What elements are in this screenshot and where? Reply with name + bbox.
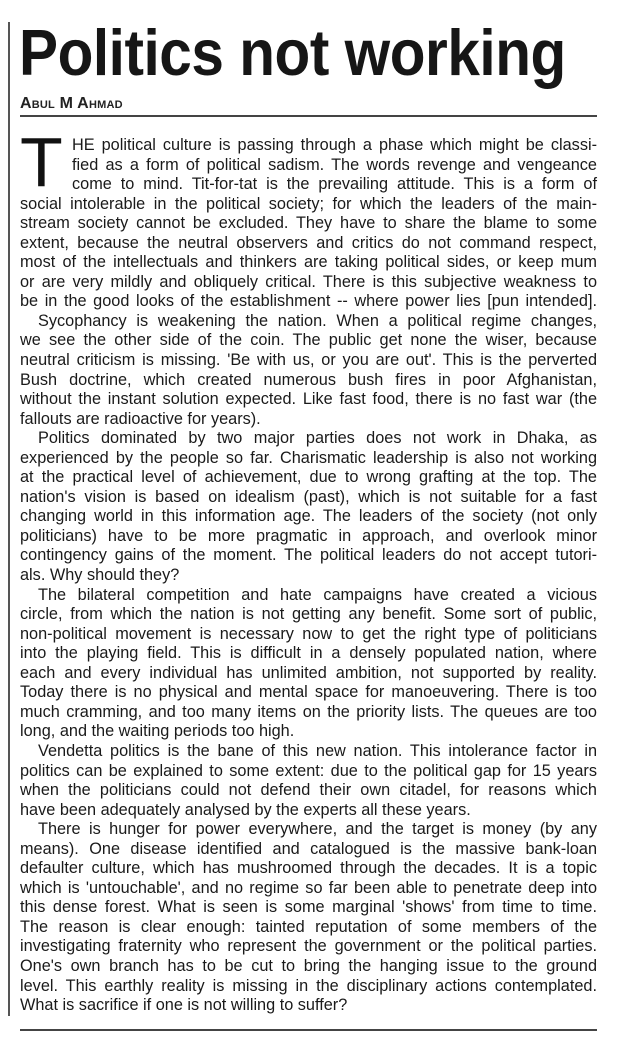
paragraph-line: neutral criticism is missing. 'Be with us, or you are out'. This is the perverted: [20, 351, 597, 370]
paragraph-line: much cramming, and too many items on the priority lists. The queues are too: [20, 702, 597, 721]
article-body: [20, 123, 597, 1016]
paragraph-line: we see the other side of the coin. The public get none the wiser, because: [20, 331, 597, 350]
bottom-divider: [20, 1029, 597, 1031]
paragraph-line: investigating fraternity who represent the government or the political parties.: [20, 937, 597, 956]
paragraph-line: politicians) have to be more pragmatic in approach, and overlook minor: [20, 526, 597, 545]
paragraph-line: HE political culture is passing through a phase which might be classi-: [72, 136, 597, 154]
paragraph-line: at the practical level of achievement, due to wrong grafting at the top. The: [20, 468, 597, 487]
paragraph-line: nation's vision is based on idealism (past), which is not suitable for a fast: [20, 487, 597, 506]
paragraph-line: Vendetta politics is the bane of this new nation. This intolerance factor in: [38, 741, 597, 760]
paragraph-line: without the instant solution expected. Like fast food, there is no fast war (the: [20, 390, 597, 409]
paragraph-line: What is sacrifice if one is not willing to suffer?: [20, 996, 348, 1015]
paragraph-line: or are very mildly and obliquely critical. There is this subjective weakness to: [20, 272, 597, 291]
paragraph-line: changing world in this information age. The leaders of the society (not only: [20, 507, 597, 526]
paragraph-line: this dense forest. What is seen is some marginal 'shows' from time to time.: [20, 898, 597, 917]
paragraph-line: als. Why should they?: [20, 566, 180, 585]
paragraph-line: fallouts are radioactive for years).: [20, 409, 261, 428]
paragraph-line: extent, because the neutral observers and critics do not command respect,: [20, 233, 597, 252]
paragraph-line: when the politicians could not defend their own citadel, for reasons which: [20, 781, 597, 800]
column-rule: [8, 22, 10, 1016]
paragraph-line: be in the good looks of the establishment -- where power lies [pun intended].: [20, 292, 597, 311]
byline-divider: [20, 115, 597, 117]
paragraph-line: social intolerable in the political society; for which the leaders of the main-: [20, 194, 597, 213]
article-title: Politics not working: [19, 16, 566, 89]
paragraph-line: There is hunger for power everywhere, and the target is money (by any: [38, 820, 597, 839]
paragraph-line: long, and the waiting periods too high.: [20, 722, 295, 741]
article-byline: Abul M Ahmad: [20, 95, 123, 112]
paragraph-line: level. This earthly reality is missing in the disciplinary actions contemplated.: [20, 976, 597, 995]
paragraph-line: Politics dominated by two major parties does not work in Dhaka, as: [38, 429, 597, 448]
paragraph-line: means). One disease identified and catalogued is the massive bank-loan: [20, 839, 597, 858]
paragraph-line: The reason is clear enough: tainted reputation of some members of the: [20, 917, 597, 936]
paragraph-line: stream society cannot be excluded. They have to share the blame to some: [20, 214, 597, 233]
paragraph-line: experienced by the people so far. Charismatic leadership is also not working: [20, 448, 597, 467]
paragraph-line: One's own branch has to be cut to bring the hanging issue to the ground: [20, 956, 597, 975]
paragraph-line: fied as a form of political sadism. The words revenge and vengeance: [72, 155, 597, 174]
paragraph-line: which is 'untouchable', and no regime so far been able to penetrate deep into: [20, 878, 597, 897]
paragraph-line: have been adequately analysed by the experts all these years.: [20, 800, 471, 819]
paragraph-line: most of the intellectuals and thinkers are taking political sides, or keep mum: [20, 253, 597, 272]
paragraph-line: non-political movement is necessary now to get the right type of politicians: [20, 624, 597, 643]
paragraph-line: Sycophancy is weakening the nation. When a political regime changes,: [38, 311, 597, 330]
paragraph-line: each and every individual has unlimited ambition, not supported by reality.: [20, 663, 597, 682]
paragraph-line: The bilateral competition and hate campaigns have created a vicious: [38, 585, 597, 604]
paragraph-line: defaulter culture, which has mushroomed through the decades. It is a topic: [20, 859, 597, 878]
paragraph-line: into the playing field. This is difficult in a densely populated nation, where: [20, 644, 597, 663]
paragraph-line: politics can be explained to some extent: due to the political gap for 15 years: [20, 761, 597, 780]
paragraph-line: circle, from which the nation is not getting any benefit. Some sort of public,: [20, 605, 597, 624]
paragraph-line: come to mind. Tit-for-tat is the prevailing attitude. This is a form of: [72, 175, 597, 194]
paragraph-line: Bush doctrine, which created numerous bush fires in poor Afghanistan,: [20, 370, 597, 389]
paragraph-line: contingency gains of the moment. The political leaders do not accept tutori-: [20, 546, 597, 565]
paragraph-line: Today there is no physical and mental space for manoeuvering. There is too: [20, 683, 597, 702]
drop-cap: T: [20, 123, 63, 201]
